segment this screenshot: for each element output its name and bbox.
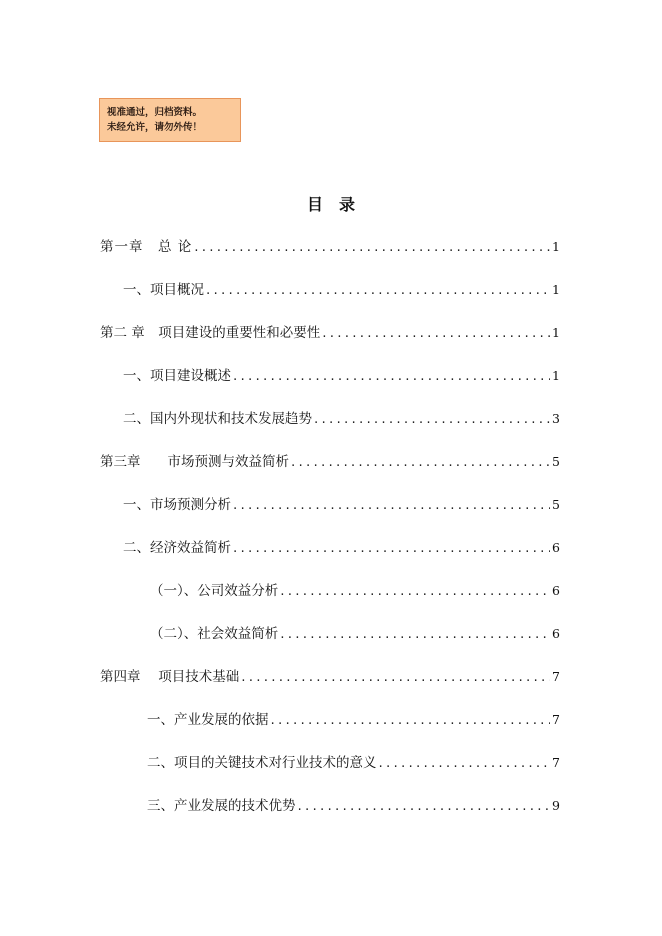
toc-entry-page: 7 <box>552 712 560 727</box>
toc-entry-4-3[interactable] <box>147 796 560 816</box>
toc-dot-leader <box>280 624 550 644</box>
toc-entry-2-2[interactable] <box>123 409 560 429</box>
toc-entry-4-2[interactable] <box>147 753 560 773</box>
notice-line-1: 视准通过，归档资料。 <box>107 107 203 118</box>
toc-entry-page: 7 <box>552 755 560 770</box>
toc-entry-label: 一、项目概况 <box>123 282 204 298</box>
toc-entry-page: 7 <box>552 669 560 684</box>
toc-entry-page: 5 <box>552 454 560 469</box>
toc-entry-label: 二、经济效益简析 <box>123 540 231 556</box>
toc-dot-leader <box>322 323 550 343</box>
toc-dot-leader <box>233 366 550 386</box>
toc-dot-leader <box>379 753 551 773</box>
toc-dot-leader <box>206 280 550 300</box>
archive-notice-stamp <box>99 98 241 142</box>
toc-entry-label: 二、项目的关键技术对行业技术的意义 <box>147 755 377 771</box>
toc-entry-label: （一）、公司效益分析 <box>150 583 279 599</box>
toc-entry-label: 一、项目建设概述 <box>123 368 231 384</box>
toc-entry-3-2-2[interactable] <box>150 624 560 644</box>
notice-line-2: 未经允许，请勿外传！ <box>107 122 203 133</box>
toc-entry-chapter-4[interactable] <box>100 667 560 687</box>
toc-entry-3-2[interactable] <box>123 538 560 558</box>
toc-dot-leader <box>233 495 550 515</box>
toc-entry-page: 6 <box>552 626 560 641</box>
toc-entry-label: 第四章 项目技术基础 <box>100 669 240 685</box>
toc-dot-leader <box>298 796 551 816</box>
toc-title: 目录 <box>306 195 371 214</box>
toc-entry-label: 第三章 市场预测与效益简析 <box>100 454 289 470</box>
toc-entry-label: 一、产业发展的依据 <box>147 712 269 728</box>
toc-entry-1-1[interactable] <box>123 280 560 300</box>
toc-entry-label: （二）、社会效益简析 <box>150 626 279 642</box>
toc-entry-chapter-1[interactable] <box>100 237 560 257</box>
toc-entry-label: 一、市场预测分析 <box>123 497 231 513</box>
toc-entry-page: 6 <box>552 540 560 555</box>
toc-dot-leader <box>241 667 550 687</box>
toc-entry-label: 三、产业发展的技术优势 <box>147 798 296 814</box>
toc-entry-page: 3 <box>552 411 560 426</box>
toc-dot-leader <box>271 710 551 730</box>
toc-entry-page: 6 <box>552 583 560 598</box>
toc-entry-4-1[interactable] <box>147 710 560 730</box>
toc-entry-3-2-1[interactable] <box>150 581 560 601</box>
toc-entry-page: 5 <box>552 497 560 512</box>
toc-dot-leader <box>194 237 550 257</box>
toc-entry-chapter-2[interactable] <box>100 323 560 343</box>
toc-dot-leader <box>314 409 550 429</box>
toc-dot-leader <box>291 452 550 472</box>
toc-entry-label: 二、国内外现状和技术发展趋势 <box>123 411 312 427</box>
toc-entry-page: 1 <box>552 325 560 340</box>
toc-entry-page: 1 <box>552 368 560 383</box>
toc-entry-label: 第一章 总 论 <box>100 239 193 255</box>
toc-entry-page: 9 <box>552 798 560 813</box>
toc-entry-2-1[interactable] <box>123 366 560 386</box>
toc-entry-chapter-3[interactable] <box>100 452 560 472</box>
toc-dot-leader <box>233 538 550 558</box>
toc-entry-page: 1 <box>552 239 560 254</box>
toc-dot-leader <box>280 581 550 601</box>
toc-entry-page: 1 <box>552 282 560 297</box>
toc-entry-label: 第二 章 项目建设的重要性和必要性 <box>100 325 321 341</box>
toc-entry-3-1[interactable] <box>123 495 560 515</box>
